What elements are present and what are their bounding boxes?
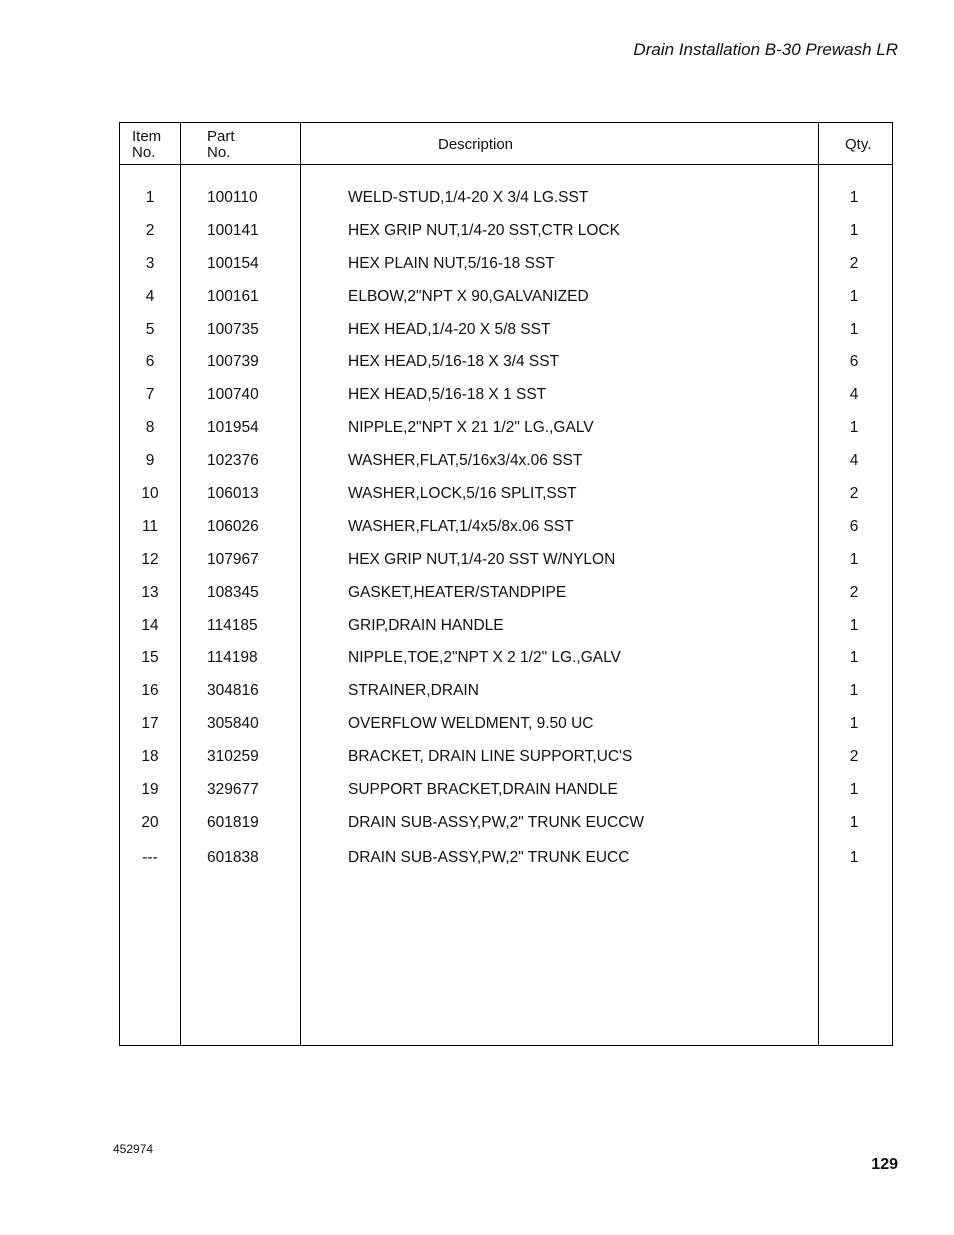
table-row: [120, 841, 892, 874]
quantity: 1: [849, 320, 859, 338]
part-number: 100110: [207, 189, 258, 206]
part-number: 100154: [207, 254, 259, 272]
item-number: 10: [141, 485, 159, 503]
part-number: 100735: [207, 320, 259, 338]
part-number: 304816: [207, 682, 259, 700]
part-description: DRAIN SUB-ASSY,PW,2" TRUNK EUCC: [348, 848, 630, 866]
column-header-part: [207, 129, 235, 161]
document-code: 452974: [113, 1142, 154, 1156]
table-row: [120, 543, 892, 576]
quantity: 1: [849, 781, 859, 799]
table-row: [120, 576, 892, 609]
item-number: 11: [141, 517, 159, 535]
item-number: 7: [145, 386, 155, 404]
part-number: 108345: [207, 583, 259, 601]
part-description: WASHER,LOCK,5/16 SPLIT,SST: [348, 485, 577, 503]
page-title: Drain Installation B-30 Prewash LR: [633, 40, 898, 59]
item-number: 19: [141, 781, 159, 799]
item-number: 13: [141, 583, 159, 601]
table-row: [120, 609, 892, 642]
page-number: 129: [871, 1156, 898, 1173]
item-number: 3: [145, 254, 155, 272]
part-description: HEX GRIP NUT,1/4-20 SST,CTR LOCK: [348, 221, 620, 239]
part-description: WASHER,FLAT,5/16x3/4x.06 SST: [348, 452, 583, 470]
part-number: 107967: [207, 550, 259, 568]
part-description: WELD-STUD,1/4-20 X 3/4 LG.SST: [348, 189, 589, 206]
quantity: 4: [849, 452, 859, 470]
item-number: 5: [145, 320, 155, 338]
part-number: 114198: [207, 649, 258, 667]
table-row: [120, 773, 892, 806]
part-number: 106013: [207, 485, 259, 503]
part-number: 102376: [207, 452, 259, 470]
column-header-item-line1: Item: [132, 128, 162, 145]
part-description: DRAIN SUB-ASSY,PW,2" TRUNK EUCCW: [348, 813, 645, 831]
item-number: 6: [145, 353, 155, 371]
item-number: 15: [141, 649, 159, 667]
item-number: 8: [145, 419, 155, 437]
item-number: 17: [141, 715, 159, 733]
item-number: 2: [145, 221, 155, 239]
item-number: ---: [142, 848, 158, 866]
quantity: 1: [849, 715, 859, 733]
item-number: 12: [141, 550, 159, 568]
part-description: HEX PLAIN NUT,5/16-18 SST: [348, 254, 555, 272]
table-row: [120, 674, 892, 707]
parts-table: [119, 122, 893, 1046]
quantity: 1: [849, 813, 859, 831]
table-row: [120, 181, 892, 214]
column-header-part-line1: Part: [207, 128, 235, 145]
part-description: WASHER,FLAT,1/4x5/8x.06 SST: [348, 517, 574, 535]
item-number: 1: [145, 189, 155, 206]
part-description: OVERFLOW WELDMENT, 9.50 UC: [348, 715, 594, 733]
part-description: STRAINER,DRAIN: [348, 682, 479, 700]
part-description: HEX HEAD,5/16-18 X 3/4 SST: [348, 353, 560, 371]
table-row: [120, 280, 892, 313]
item-number: 18: [141, 748, 159, 766]
part-number: 329677: [207, 781, 259, 799]
quantity: 1: [849, 287, 859, 305]
header-divider: [120, 164, 892, 165]
table-row: [120, 378, 892, 411]
part-number: 305840: [207, 715, 259, 733]
part-description: GRIP,DRAIN HANDLE: [348, 616, 504, 634]
part-number: 100739: [207, 353, 259, 371]
quantity: 1: [849, 419, 859, 437]
quantity: 2: [849, 485, 859, 503]
part-number: 100161: [207, 287, 259, 305]
quantity: 6: [849, 353, 859, 371]
part-description: ELBOW,2"NPT X 90,GALVANIZED: [348, 287, 589, 305]
table-row: [120, 247, 892, 280]
part-description: HEX HEAD,5/16-18 X 1 SST: [348, 386, 547, 404]
table-row: [120, 345, 892, 378]
part-description: NIPPLE,2"NPT X 21 1/2" LG.,GALV: [348, 419, 594, 437]
part-number: 601838: [207, 848, 259, 866]
quantity: 1: [849, 189, 859, 206]
quantity: 2: [849, 748, 859, 766]
part-description: SUPPORT BRACKET,DRAIN HANDLE: [348, 781, 618, 799]
part-description: GASKET,HEATER/STANDPIPE: [348, 583, 567, 601]
item-number: 20: [141, 813, 159, 831]
part-number: 601819: [207, 813, 259, 831]
part-description: HEX GRIP NUT,1/4-20 SST W/NYLON: [348, 550, 616, 568]
part-number: 101954: [207, 419, 259, 437]
part-description: HEX HEAD,1/4-20 X 5/8 SST: [348, 320, 551, 338]
quantity: 1: [849, 616, 859, 634]
table-row: [120, 641, 892, 674]
part-number: 100740: [207, 386, 259, 404]
quantity: 1: [849, 848, 859, 866]
table-row: [120, 214, 892, 247]
table-row: [120, 510, 892, 543]
table-row: [120, 477, 892, 510]
column-header-part-line2: No.: [207, 144, 231, 161]
quantity: 2: [849, 583, 859, 601]
quantity: 1: [849, 682, 859, 700]
quantity: 6: [849, 517, 859, 535]
table-body: [120, 181, 892, 874]
column-header-qty: Qty.: [845, 136, 872, 153]
item-number: 16: [141, 682, 159, 700]
item-number: 14: [141, 616, 159, 634]
item-number: 4: [145, 287, 155, 305]
table-row: [120, 411, 892, 444]
table-row: [120, 313, 892, 346]
item-number: 9: [145, 452, 155, 470]
quantity: 2: [849, 254, 859, 272]
part-number: 310259: [207, 748, 259, 766]
column-header-description: Description: [438, 136, 514, 153]
part-number: 106026: [207, 517, 259, 535]
quantity: 1: [849, 550, 859, 568]
column-header-item-line2: No.: [132, 144, 156, 161]
part-number: 100141: [207, 221, 259, 239]
part-number: 114185: [207, 616, 258, 634]
part-description: NIPPLE,TOE,2"NPT X 2 1/2" LG.,GALV: [348, 649, 621, 667]
column-header-item: [132, 129, 161, 161]
table-row: [120, 806, 892, 839]
table-row: [120, 740, 892, 773]
part-description: BRACKET, DRAIN LINE SUPPORT,UC'S: [348, 748, 633, 766]
quantity: 1: [849, 221, 859, 239]
quantity: 4: [849, 386, 859, 404]
quantity: 1: [849, 649, 859, 667]
table-row: [120, 707, 892, 740]
table-row: [120, 444, 892, 477]
